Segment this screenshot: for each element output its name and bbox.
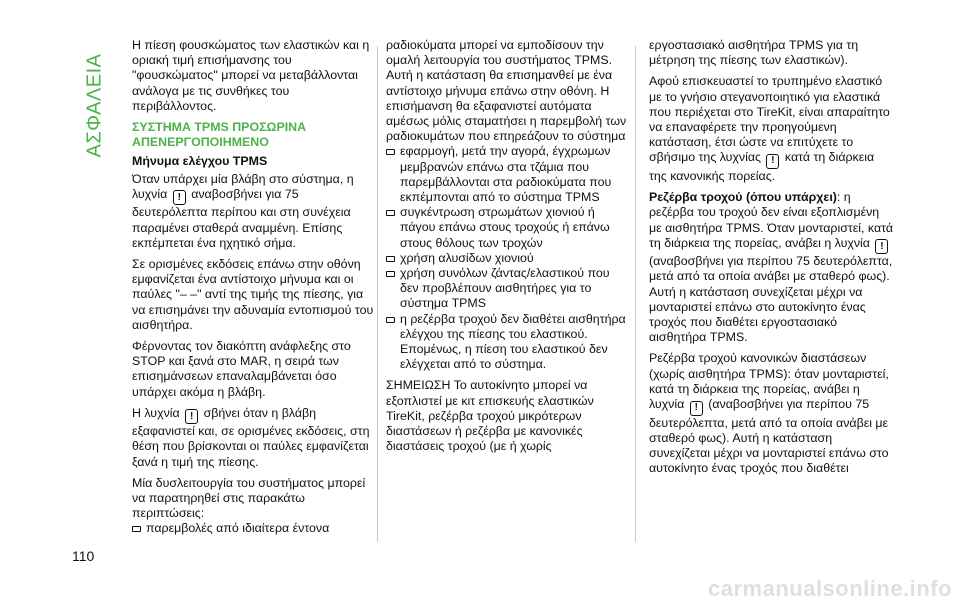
checkbox-bullet-icon — [386, 149, 395, 155]
paragraph — [132, 406, 377, 470]
checkbox-bullet-icon — [386, 210, 395, 216]
text-column-1 — [132, 38, 377, 537]
page-number: 110 — [72, 548, 95, 564]
tpms-warning-lamp-icon: ! — [173, 190, 186, 205]
paragraph-text: αναβοσβήνει για 75 δευτερόλεπτα περίπου και στη συνέχεια παραμένει σταθερά αναμμένη. Επίσης εκπέμπεται ένα ηχητικό σήμα. — [132, 186, 351, 250]
text-column-3 — [649, 38, 894, 482]
text-column-2 — [386, 38, 631, 460]
paragraph: Φέρνοντας τον διακόπτη ανάφλεξης στο STOP και ξανά στο MAR, η σειρά των επισημάνσεων επαναλαμβάνεται όσο υπάρχει ακόμα η βλάβη. — [132, 338, 351, 399]
list-item-text: χρήση συνόλων ζάντας/ελαστικού που δεν προβλέπουν αισθητήρες για το σύστημα TPMS — [400, 266, 610, 311]
list-item — [386, 312, 631, 373]
watermark: carmanualsonline.info — [708, 576, 952, 601]
list-item-text: χρήση αλυσίδων χιονιού — [400, 250, 534, 265]
paragraph: Μία δυσλειτουργία του συστήματος μπορεί να παρατηρηθεί στις παρακάτω περιπτώσεις: — [132, 475, 366, 521]
paragraph-text: σβήνει όταν η βλάβη εξαφανιστεί και, σε ορισμένες εκδόσεις, στη θέση που βρίσκονται οι παύλες εμφανίζεται ξανά η τιμή της πίεσης. — [132, 405, 370, 469]
paragraph — [649, 351, 894, 476]
section-side-tab — [84, 46, 106, 164]
paragraph-text: : η ρεζέρβα του τροχού δεν είναι εξοπλισμένη με αισθητήρα TPMS. Όταν μονταριστεί, κατά τη διάρκεια της πορείας, ανάβει η λυχνία — [649, 190, 894, 250]
paragraph: εργοστασιακό αισθητήρα TPMS για τη μέτρηση της πίεσης των ελαστικών). — [649, 38, 859, 68]
list-item-text: συγκέντρωση στρωμάτων χιονιού ή πάγου επάνω στους τροχούς ή επάνω στους θόλους των τροχών — [400, 205, 610, 250]
list-item — [386, 266, 631, 312]
column-divider — [377, 46, 378, 542]
paragraph-text: Ρεζέρβα τροχού κανονικών διαστάσεων (χωρίς αισθητήρα TPMS): όταν μονταριστεί, κατά τη διάρκεια της πορείας, ανάβει η λυχνία — [649, 351, 889, 412]
list-item-text: εφαρμογή, μετά την αγορά, έγχρωμων μεμβρανών επάνω στα τζάμια που παρεμβάλλονται στα ραδιοκύματα που εκπέμπονται από το σύστημα TPMS — [400, 144, 612, 205]
checkbox-bullet-icon — [386, 271, 395, 277]
list-item — [386, 251, 631, 266]
checkbox-bullet-icon — [386, 317, 395, 323]
paragraph — [132, 172, 377, 251]
tpms-warning-lamp-icon: ! — [766, 154, 779, 169]
tpms-warning-lamp-icon: ! — [185, 409, 198, 424]
checkbox-bullet-icon — [132, 526, 141, 532]
column-divider — [635, 46, 636, 542]
paragraph-text: κατά τη διάρκεια της κανονικής πορείας. — [649, 150, 875, 183]
paragraph-text: Η λυχνία — [132, 405, 180, 420]
list-item-text: η ρεζέρβα τροχού δεν διαθέτει αισθητήρα ελέγχου της πίεσης του ελαστικού. Επομένως, η πίεση του ελαστικού δεν ελέγχεται από το σύστημα. — [400, 311, 626, 372]
paragraph: ραδιοκύματα μπορεί να εμποδίσουν την ομαλή λειτουργία του συστήματος TPMS. Αυτή η κατάσταση θα επισημανθεί με ένα αντίστοιχο μήνυμα επάνω στην οθόνη. Η επισήμανση θα εξαφανιστεί αυτόματα αμέσως μόλις σταματήσει η παρεμβολή των ραδιοκυμάτων που επηρεάζουν το σύστημα — [386, 38, 627, 144]
list-item-text: παρεμβολές από ιδιαίτερα έντονα — [146, 521, 330, 536]
inline-heading: Ρεζέρβα τροχού (όπου υπάρχει) — [649, 190, 837, 205]
paragraph-text: (αναβοσβήνει για περίπου 75 δευτερόλεπτα, μετά από τα οποία ανάβει με σταθερό φως). Αυτή η κατάσταση συνεχίζεται μέχρι να μονταριστεί επάνω στο αυτοκίνητο ένας τροχός που διαθέτει εργοστασιακό αισθητήρα TPMS. — [649, 254, 893, 345]
checkbox-bullet-icon — [386, 256, 395, 262]
paragraph-text: Όταν υπάρχει μία βλάβη στο σύστημα, η λυχνία — [132, 171, 354, 201]
tpms-warning-lamp-icon: ! — [690, 401, 703, 416]
paragraph-text: Αφού επισκευαστεί το τρυπημένο ελαστικό με το γνήσιο στεγανοποιητικό για ελαστικά που περιέχεται στο TireKit, είναι απαραίτητο να επαναφέρετε την προηγούμενη κατάσταση, έτσι ώστε να επιτύχετε το σβήσιμο της λυχνίας — [649, 74, 890, 165]
paragraph: Η πίεση φουσκώματος των ελαστικών και η οριακή τιμή επισήμανσης του "φουσκώματος" μπορεί να μεταβάλλονται ανάλογα με τις συνθήκες του περιβάλλοντος. — [132, 38, 370, 113]
list-item — [386, 205, 631, 251]
sub-heading: Μήνυμα ελέγχου TPMS — [132, 154, 268, 169]
note-paragraph: ΣΗΜΕΙΩΣΗ Το αυτοκίνητο μπορεί να εξοπλιστεί με κιτ επισκευής ελαστικών TireKit, ρεζέρβα τροχού μικρότερων διαστάσεων ή ρεζέρβα με κανονικές διαστάσεις τροχού (με ή χωρίς — [386, 378, 594, 454]
list-item — [386, 144, 631, 205]
section-side-tab-label: ΑΣΦΑΛΕΙΑ — [83, 52, 106, 158]
section-heading: ΣΥΣΤΗΜΑ TPMS ΠΡΟΣΩΡΙΝΑ ΑΠΕΝΕΡΓΟΠΟΙΗΜΕΝΟ — [132, 120, 307, 150]
paragraph-text: (αναβοσβήνει για περίπου 75 δευτερόλεπτα, μετά από τα οποία ανάβει με σταθερό φως). Αυτή η κατάσταση συνεχίζεται μέχρι να μονταριστεί επάνω στο αυτοκίνητο ένας τροχός που διαθέτει — [649, 397, 889, 476]
list-item — [132, 521, 377, 536]
paragraph: Σε ορισμένες εκδόσεις επάνω στην οθόνη εμφανίζεται ένα αντίστοιχο μήνυμα και οι παύλες "– –" αντί της τιμής της πίεσης, για να επισημάνει την αδυναμία εντοπισμού του αισθητήρα. — [132, 256, 374, 332]
paragraph — [649, 190, 894, 345]
paragraph — [649, 74, 894, 184]
tpms-warning-lamp-icon: ! — [875, 239, 888, 254]
